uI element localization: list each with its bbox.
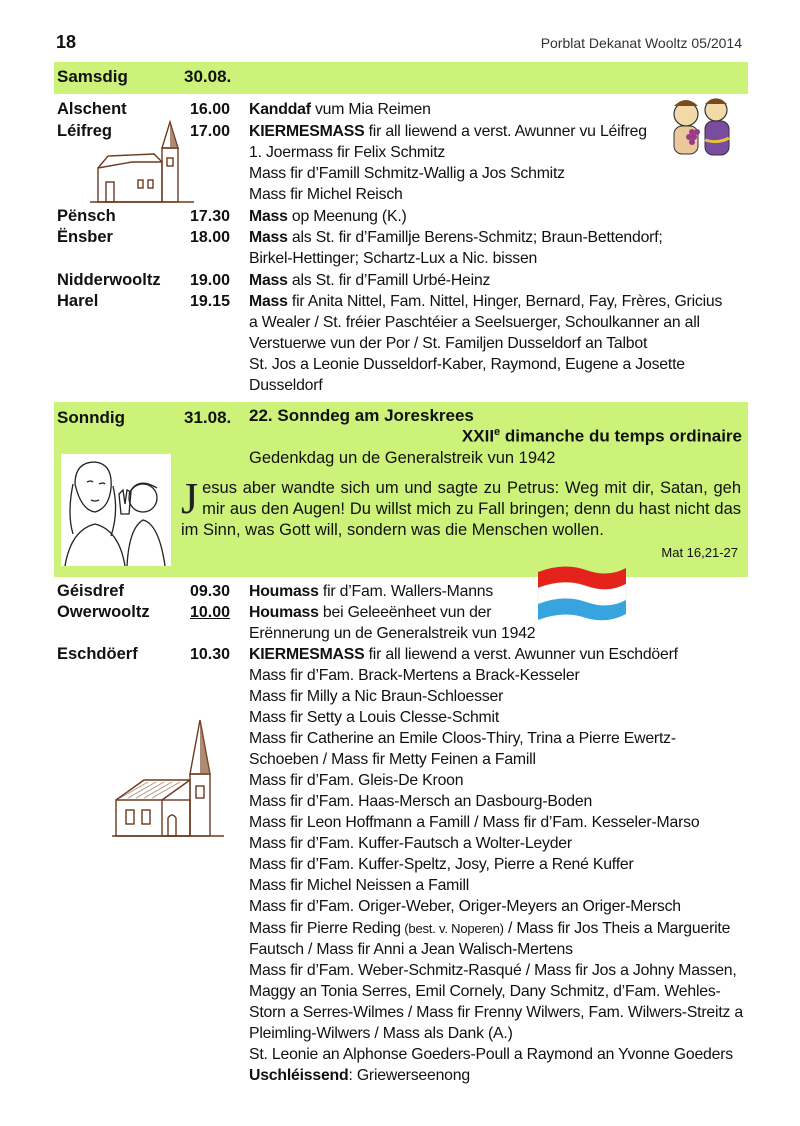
schedule-line: Mass fir Michel Neissen a Famill	[249, 877, 470, 894]
sunday-day: Sonndig	[57, 408, 125, 427]
schedule-line: Schoeben / Mass fir Metty Feinen a Famill	[249, 751, 536, 768]
luxembourg-flag-icon	[534, 562, 630, 622]
schedule-line: Uschléissend: Griewerseenong	[249, 1067, 470, 1084]
church-illustration	[90, 118, 194, 204]
schedule-line: Mass als St. fir d’Famillje Berens-Schmitz; Braun-Bettendorf;	[249, 229, 663, 246]
schedule-line: St. Leonie an Alphonse Goeders-Poull a Raymond an Yvonne Goeders	[249, 1046, 733, 1063]
sunday-french-title: XXIIe dimanche du temps ordinaire	[461, 426, 742, 446]
place-name: Eschdöerf	[57, 645, 138, 663]
sunday-memorial: Gedenkdag un de Generalstreik vun 1942	[249, 449, 556, 467]
mass-time: 10.00	[190, 604, 231, 621]
saturday-date: 30.08.	[184, 67, 232, 86]
schedule-line: Mass fir d’Fam. Haas-Mersch an Dasbourg-Boden	[249, 793, 593, 810]
mass-time: 18.00	[190, 229, 231, 246]
gospel-text: esus aber wandte sich um und sagte zu Petrus: Weg mit dir, Satan, geh mir aus den Augen! Du willst mich zu Fall bringen; denn du hast nicht das im Sinn, was Gott will, sondern was die Menschen wollen.	[181, 479, 741, 539]
schedule-line: Verstuerwe vun der Por / St. Familjen Dusseldorf an Talbot	[249, 335, 648, 352]
saturday-header-bar	[54, 62, 748, 94]
harvest-figures-illustration	[666, 96, 742, 160]
schedule-line: Houmass fir d’Fam. Wallers-Manns	[249, 583, 494, 600]
place-name: Harel	[57, 292, 99, 310]
mass-time: 16.00	[190, 101, 231, 118]
schedule-line: Mass fir Milly a Nic Braun-Schloesser	[249, 688, 504, 705]
schedule-line: Birkel-Hettinger; Schartz-Lux a Nic. bissen	[249, 250, 538, 267]
publication-title: Porblat Dekanat Wooltz 05/2014	[540, 35, 742, 51]
schedule-line: Mass fir d’Fam. Weber-Schmitz-Rasqué / Mass fir Jos a Johny Massen,	[249, 962, 737, 979]
place-name: Nidderwooltz	[57, 271, 161, 289]
mass-time: 09.30	[190, 583, 231, 600]
schedule-line: a Wealer / St. fréier Paschtéier a Seelsuerger, Schoulkanner an all	[249, 314, 700, 331]
place-name: Owerwooltz	[57, 603, 150, 621]
schedule-line: Mass fir d’Fam. Kuffer-Speltz, Josy, Pierre a René Kuffer	[249, 856, 634, 873]
mass-time: 17.00	[190, 123, 231, 140]
schedule-line: 1. Joermass fir Felix Schmitz	[249, 144, 446, 161]
schedule-line: Mass fir d’Famill Schmitz-Wallig a Jos Schmitz	[249, 165, 565, 182]
place-name: Léifreg	[57, 122, 113, 140]
saturday-day: Samsdig	[57, 67, 128, 86]
schedule-line: KIERMESMASS fir all liewend a verst. Awunner vun Eschdöerf	[249, 646, 678, 663]
place-name: Pënsch	[57, 207, 116, 225]
schedule-line: Mass fir Setty a Louis Clesse-Schmit	[249, 709, 500, 726]
schedule-line: Mass fir Anita Nittel, Fam. Nittel, Hinger, Bernard, Fay, Frères, Gricius	[249, 293, 723, 310]
place-name: Ënsber	[57, 228, 113, 246]
schedule-line: Mass fir d’Fam. Brack-Mertens a Brack-Kesseler	[249, 667, 580, 684]
mass-time: 17.30	[190, 208, 231, 225]
sunday-date: 31.08.	[184, 408, 232, 427]
schedule-line: Storn a Serres-Wilmes / Mass fir Frenny Wilwers, Fam. Wilwers-Streitz a	[249, 1004, 743, 1021]
schedule-line: Mass fir Pierre Reding (best. v. Noperen) / Mass fir Jos Theis a Marguerite	[249, 920, 731, 937]
schedule-line: KIERMESMASS fir all liewend a verst. Awunner vu Léifreg	[249, 123, 647, 140]
mass-time: 10.30	[190, 646, 231, 663]
schedule-line: Erënnerung un de Generalstreik vun 1942	[249, 625, 536, 642]
schedule-line: Mass fir Catherine an Emile Cloos-Thiry, Trina a Pierre Ewertz-	[249, 730, 676, 747]
schedule-line: Kanddaf vum Mia Reimen	[249, 101, 431, 118]
schedule-line: Maggy an Tonia Serres, Emil Cornely, Dany Schmitz, d’Fam. Wehles-	[249, 983, 721, 1000]
church-illustration	[112, 716, 224, 838]
schedule-line: Mass fir d’Fam. Gleis-De Kroon	[249, 772, 464, 789]
jesus-peter-illustration	[61, 454, 171, 566]
schedule-line: Dusseldorf	[249, 377, 323, 394]
mass-time: 19.00	[190, 272, 231, 289]
schedule-line: Mass fir Michel Reisch	[249, 186, 403, 203]
schedule-line: Mass op Meenung (K.)	[249, 208, 407, 225]
sunday-title: 22. Sonndeg am Joreskrees	[249, 406, 474, 425]
schedule-line: Fautsch / Mass fir Anni a Jean Walisch-Mertens	[249, 941, 573, 958]
schedule-line: St. Jos a Leonie Dusseldorf-Kaber, Raymond, Eugene a Josette	[249, 356, 685, 373]
schedule-line: Mass fir d’Fam. Origer-Weber, Origer-Meyers an Origer-Mersch	[249, 898, 681, 915]
schedule-line: Mass als St. fir d’Famill Urbé-Heinz	[249, 272, 491, 289]
place-name: Géisdref	[57, 582, 124, 600]
mass-time: 19.15	[190, 293, 231, 310]
schedule-line: Pleimling-Wilwers / Mass als Dank (A.)	[249, 1025, 513, 1042]
schedule-line: Mass fir d’Fam. Kuffer-Fautsch a Wolter-Leyder	[249, 835, 572, 852]
gospel-dropcap: J	[181, 474, 199, 523]
gospel-reference: Mat 16,21-27	[661, 545, 738, 560]
schedule-line: Mass fir Leon Hoffmann a Famill / Mass fir d’Fam. Kesseler-Marso	[249, 814, 700, 831]
gospel-quote	[181, 474, 741, 541]
schedule-line: Houmass bei Geleeënheet vun der	[249, 604, 492, 621]
page-header	[0, 0, 800, 60]
place-name: Alschent	[57, 100, 127, 118]
page-number: 18	[56, 32, 77, 52]
